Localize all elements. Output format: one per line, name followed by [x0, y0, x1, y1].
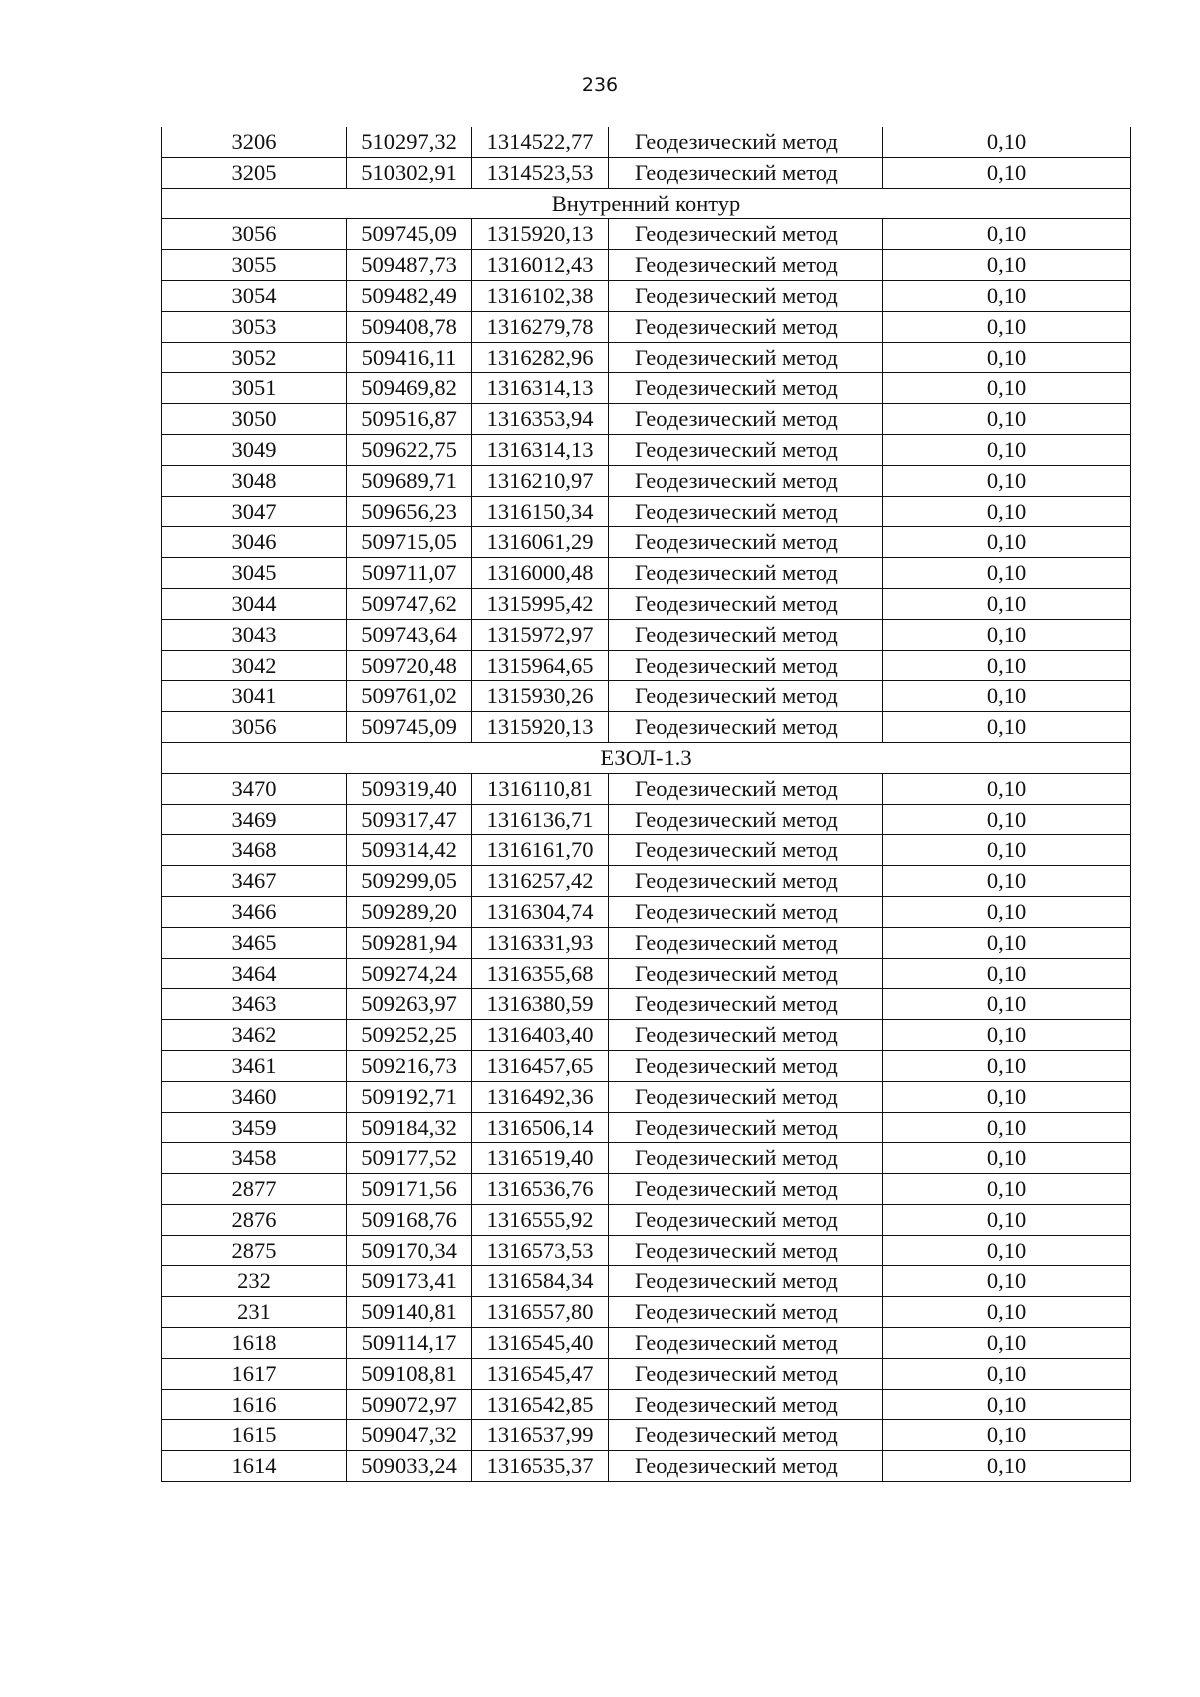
- x-coordinate-cell: 509281,94: [347, 927, 472, 958]
- precision-cell: 0,10: [883, 527, 1131, 558]
- precision-cell: 0,10: [883, 958, 1131, 989]
- method-cell: Геодезический метод: [609, 619, 883, 650]
- table-row: [162, 219, 1131, 250]
- method-cell: Геодезический метод: [609, 1112, 883, 1143]
- method-cell: Геодезический метод: [609, 804, 883, 835]
- point-cell: 3046: [162, 527, 347, 558]
- y-coordinate-cell: 1316403,40: [472, 1020, 609, 1051]
- table-row: [162, 619, 1131, 650]
- x-coordinate-cell: 509171,56: [347, 1174, 472, 1205]
- x-coordinate-cell: 509743,64: [347, 619, 472, 650]
- point-cell: 3045: [162, 558, 347, 589]
- x-coordinate-cell: 509761,02: [347, 681, 472, 712]
- precision-cell: 0,10: [883, 404, 1131, 435]
- table-row: [162, 773, 1131, 804]
- point-cell: 3467: [162, 866, 347, 897]
- x-coordinate-cell: 509711,07: [347, 558, 472, 589]
- precision-cell: 0,10: [883, 866, 1131, 897]
- method-cell: Геодезический метод: [609, 404, 883, 435]
- x-coordinate-cell: 509482,49: [347, 280, 472, 311]
- point-cell: 1616: [162, 1389, 347, 1420]
- table-row: [162, 527, 1131, 558]
- precision-cell: 0,10: [883, 280, 1131, 311]
- y-coordinate-cell: 1316535,37: [472, 1451, 609, 1482]
- table-row: [162, 804, 1131, 835]
- point-cell: 3459: [162, 1112, 347, 1143]
- method-cell: Геодезический метод: [609, 373, 883, 404]
- table-row: [162, 1112, 1131, 1143]
- method-cell: Геодезический метод: [609, 773, 883, 804]
- x-coordinate-cell: 509108,81: [347, 1358, 472, 1389]
- point-cell: 3468: [162, 835, 347, 866]
- precision-cell: 0,10: [883, 342, 1131, 373]
- y-coordinate-cell: 1315972,97: [472, 619, 609, 650]
- x-coordinate-cell: 509033,24: [347, 1451, 472, 1482]
- table-row: [162, 835, 1131, 866]
- precision-cell: 0,10: [883, 434, 1131, 465]
- precision-cell: 0,10: [883, 896, 1131, 927]
- table-row: [162, 1266, 1131, 1297]
- y-coordinate-cell: 1316110,81: [472, 773, 609, 804]
- x-coordinate-cell: 509173,41: [347, 1266, 472, 1297]
- x-coordinate-cell: 509745,09: [347, 712, 472, 743]
- precision-cell: 0,10: [883, 1358, 1131, 1389]
- table-row: [162, 866, 1131, 897]
- point-cell: 3053: [162, 311, 347, 342]
- method-cell: Геодезический метод: [609, 558, 883, 589]
- x-coordinate-cell: 509299,05: [347, 866, 472, 897]
- x-coordinate-cell: 509114,17: [347, 1328, 472, 1359]
- table-row: [162, 127, 1131, 157]
- method-cell: Геодезический метод: [609, 1389, 883, 1420]
- table-row: [162, 1420, 1131, 1451]
- point-cell: 3055: [162, 250, 347, 281]
- precision-cell: 0,10: [883, 1143, 1131, 1174]
- method-cell: Геодезический метод: [609, 989, 883, 1020]
- point-cell: 3464: [162, 958, 347, 989]
- precision-cell: 0,10: [883, 1204, 1131, 1235]
- y-coordinate-cell: 1316537,99: [472, 1420, 609, 1451]
- x-coordinate-cell: 509689,71: [347, 465, 472, 496]
- point-cell: 3049: [162, 434, 347, 465]
- table-row: [162, 311, 1131, 342]
- point-cell: 3205: [162, 157, 347, 188]
- table-row: [162, 1174, 1131, 1205]
- point-cell: 3044: [162, 588, 347, 619]
- x-coordinate-cell: 509216,73: [347, 1050, 472, 1081]
- point-cell: 3461: [162, 1050, 347, 1081]
- x-coordinate-cell: 509622,75: [347, 434, 472, 465]
- method-cell: Геодезический метод: [609, 496, 883, 527]
- precision-cell: 0,10: [883, 1020, 1131, 1051]
- method-cell: Геодезический метод: [609, 927, 883, 958]
- point-cell: 3458: [162, 1143, 347, 1174]
- table-row: [162, 958, 1131, 989]
- method-cell: Геодезический метод: [609, 712, 883, 743]
- point-cell: 1615: [162, 1420, 347, 1451]
- table-row: [162, 1204, 1131, 1235]
- precision-cell: 0,10: [883, 650, 1131, 681]
- x-coordinate-cell: 509184,32: [347, 1112, 472, 1143]
- table-row: [162, 1451, 1131, 1482]
- table-row: [162, 157, 1131, 188]
- y-coordinate-cell: 1316000,48: [472, 558, 609, 589]
- y-coordinate-cell: 1314523,53: [472, 157, 609, 188]
- x-coordinate-cell: 509408,78: [347, 311, 472, 342]
- point-cell: 1618: [162, 1328, 347, 1359]
- method-cell: Геодезический метод: [609, 465, 883, 496]
- precision-cell: 0,10: [883, 1389, 1131, 1420]
- table-row: [162, 650, 1131, 681]
- precision-cell: 0,10: [883, 127, 1131, 157]
- precision-cell: 0,10: [883, 1174, 1131, 1205]
- x-coordinate-cell: 509469,82: [347, 373, 472, 404]
- table-row: [162, 496, 1131, 527]
- table-row: [162, 1081, 1131, 1112]
- table-row: [162, 1235, 1131, 1266]
- y-coordinate-cell: 1316012,43: [472, 250, 609, 281]
- precision-cell: 0,10: [883, 496, 1131, 527]
- precision-cell: 0,10: [883, 804, 1131, 835]
- y-coordinate-cell: 1316210,97: [472, 465, 609, 496]
- method-cell: Геодезический метод: [609, 1081, 883, 1112]
- point-cell: 3041: [162, 681, 347, 712]
- method-cell: Геодезический метод: [609, 1204, 883, 1235]
- method-cell: Геодезический метод: [609, 157, 883, 188]
- table-row: [162, 342, 1131, 373]
- y-coordinate-cell: 1316542,85: [472, 1389, 609, 1420]
- x-coordinate-cell: 509140,81: [347, 1297, 472, 1328]
- method-cell: Геодезический метод: [609, 681, 883, 712]
- x-coordinate-cell: 509252,25: [347, 1020, 472, 1051]
- precision-cell: 0,10: [883, 1112, 1131, 1143]
- table-row: [162, 1050, 1131, 1081]
- x-coordinate-cell: 509745,09: [347, 219, 472, 250]
- point-cell: 3056: [162, 219, 347, 250]
- table-row: [162, 434, 1131, 465]
- y-coordinate-cell: 1315964,65: [472, 650, 609, 681]
- table-row: [162, 404, 1131, 435]
- x-coordinate-cell: 509720,48: [347, 650, 472, 681]
- table-row: [162, 588, 1131, 619]
- point-cell: 3465: [162, 927, 347, 958]
- method-cell: Геодезический метод: [609, 1420, 883, 1451]
- table-row: [162, 1143, 1131, 1174]
- x-coordinate-cell: 509177,52: [347, 1143, 472, 1174]
- point-cell: 3042: [162, 650, 347, 681]
- precision-cell: 0,10: [883, 1451, 1131, 1482]
- y-coordinate-cell: 1316545,40: [472, 1328, 609, 1359]
- y-coordinate-cell: 1316545,47: [472, 1358, 609, 1389]
- method-cell: Геодезический метод: [609, 650, 883, 681]
- point-cell: 3050: [162, 404, 347, 435]
- precision-cell: 0,10: [883, 588, 1131, 619]
- point-cell: 3463: [162, 989, 347, 1020]
- y-coordinate-cell: 1316150,34: [472, 496, 609, 527]
- section-header-row: [162, 742, 1131, 773]
- x-coordinate-cell: 509715,05: [347, 527, 472, 558]
- precision-cell: 0,10: [883, 1420, 1131, 1451]
- point-cell: 3469: [162, 804, 347, 835]
- table-row: [162, 1020, 1131, 1051]
- point-cell: 3056: [162, 712, 347, 743]
- table-row: [162, 465, 1131, 496]
- y-coordinate-cell: 1316161,70: [472, 835, 609, 866]
- precision-cell: 0,10: [883, 250, 1131, 281]
- y-coordinate-cell: 1316136,71: [472, 804, 609, 835]
- method-cell: Геодезический метод: [609, 434, 883, 465]
- precision-cell: 0,10: [883, 1297, 1131, 1328]
- method-cell: Геодезический метод: [609, 1020, 883, 1051]
- point-cell: 3206: [162, 127, 347, 157]
- point-cell: 2876: [162, 1204, 347, 1235]
- precision-cell: 0,10: [883, 558, 1131, 589]
- x-coordinate-cell: 509317,47: [347, 804, 472, 835]
- table-row: [162, 681, 1131, 712]
- y-coordinate-cell: 1316506,14: [472, 1112, 609, 1143]
- table-row: [162, 1389, 1131, 1420]
- point-cell: 3470: [162, 773, 347, 804]
- method-cell: Геодезический метод: [609, 866, 883, 897]
- section-header-row: [162, 188, 1131, 219]
- y-coordinate-cell: 1316314,13: [472, 373, 609, 404]
- precision-cell: 0,10: [883, 835, 1131, 866]
- point-cell: 3043: [162, 619, 347, 650]
- precision-cell: 0,10: [883, 1235, 1131, 1266]
- point-cell: 1617: [162, 1358, 347, 1389]
- y-coordinate-cell: 1315995,42: [472, 588, 609, 619]
- precision-cell: 0,10: [883, 373, 1131, 404]
- y-coordinate-cell: 1316536,76: [472, 1174, 609, 1205]
- table-row: [162, 558, 1131, 589]
- method-cell: Геодезический метод: [609, 896, 883, 927]
- precision-cell: 0,10: [883, 1081, 1131, 1112]
- point-cell: 2877: [162, 1174, 347, 1205]
- x-coordinate-cell: 509319,40: [347, 773, 472, 804]
- method-cell: Геодезический метод: [609, 1143, 883, 1174]
- precision-cell: 0,10: [883, 712, 1131, 743]
- precision-cell: 0,10: [883, 927, 1131, 958]
- y-coordinate-cell: 1316555,92: [472, 1204, 609, 1235]
- precision-cell: 0,10: [883, 465, 1131, 496]
- y-coordinate-cell: 1316304,74: [472, 896, 609, 927]
- y-coordinate-cell: 1316314,13: [472, 434, 609, 465]
- y-coordinate-cell: 1316061,29: [472, 527, 609, 558]
- precision-cell: 0,10: [883, 1050, 1131, 1081]
- point-cell: 3466: [162, 896, 347, 927]
- table-row: [162, 896, 1131, 927]
- precision-cell: 0,10: [883, 773, 1131, 804]
- table-row: [162, 1358, 1131, 1389]
- x-coordinate-cell: 509656,23: [347, 496, 472, 527]
- section-title: ЕЗОЛ-1.3: [162, 742, 1131, 773]
- coordinates-table: [161, 127, 1131, 1482]
- y-coordinate-cell: 1316331,93: [472, 927, 609, 958]
- y-coordinate-cell: 1316584,34: [472, 1266, 609, 1297]
- x-coordinate-cell: 509289,20: [347, 896, 472, 927]
- x-coordinate-cell: 510297,32: [347, 127, 472, 157]
- table-row: [162, 250, 1131, 281]
- method-cell: Геодезический метод: [609, 1358, 883, 1389]
- x-coordinate-cell: 509747,62: [347, 588, 472, 619]
- method-cell: Геодезический метод: [609, 1297, 883, 1328]
- precision-cell: 0,10: [883, 1266, 1131, 1297]
- point-cell: 3054: [162, 280, 347, 311]
- y-coordinate-cell: 1316279,78: [472, 311, 609, 342]
- x-coordinate-cell: 509487,73: [347, 250, 472, 281]
- point-cell: 3051: [162, 373, 347, 404]
- table-row: [162, 1297, 1131, 1328]
- method-cell: Геодезический метод: [609, 342, 883, 373]
- point-cell: 2875: [162, 1235, 347, 1266]
- method-cell: Геодезический метод: [609, 1050, 883, 1081]
- y-coordinate-cell: 1316102,38: [472, 280, 609, 311]
- y-coordinate-cell: 1315920,13: [472, 219, 609, 250]
- precision-cell: 0,10: [883, 681, 1131, 712]
- y-coordinate-cell: 1316353,94: [472, 404, 609, 435]
- x-coordinate-cell: 509416,11: [347, 342, 472, 373]
- x-coordinate-cell: 509314,42: [347, 835, 472, 866]
- x-coordinate-cell: 509516,87: [347, 404, 472, 435]
- x-coordinate-cell: 509168,76: [347, 1204, 472, 1235]
- method-cell: Геодезический метод: [609, 958, 883, 989]
- y-coordinate-cell: 1316257,42: [472, 866, 609, 897]
- page-number: 236: [581, 74, 619, 96]
- x-coordinate-cell: 509072,97: [347, 1389, 472, 1420]
- method-cell: Геодезический метод: [609, 311, 883, 342]
- y-coordinate-cell: 1316557,80: [472, 1297, 609, 1328]
- y-coordinate-cell: 1316457,65: [472, 1050, 609, 1081]
- point-cell: 1614: [162, 1451, 347, 1482]
- precision-cell: 0,10: [883, 311, 1131, 342]
- method-cell: Геодезический метод: [609, 527, 883, 558]
- method-cell: Геодезический метод: [609, 127, 883, 157]
- point-cell: 3052: [162, 342, 347, 373]
- method-cell: Геодезический метод: [609, 280, 883, 311]
- table-row: [162, 373, 1131, 404]
- method-cell: Геодезический метод: [609, 1328, 883, 1359]
- precision-cell: 0,10: [883, 989, 1131, 1020]
- method-cell: Геодезический метод: [609, 1451, 883, 1482]
- section-title: Внутренний контур: [162, 188, 1131, 219]
- precision-cell: 0,10: [883, 619, 1131, 650]
- method-cell: Геодезический метод: [609, 588, 883, 619]
- table-row: [162, 1328, 1131, 1359]
- precision-cell: 0,10: [883, 1328, 1131, 1359]
- method-cell: Геодезический метод: [609, 250, 883, 281]
- y-coordinate-cell: 1315930,26: [472, 681, 609, 712]
- point-cell: 3047: [162, 496, 347, 527]
- method-cell: Геодезический метод: [609, 835, 883, 866]
- point-cell: 232: [162, 1266, 347, 1297]
- x-coordinate-cell: 509263,97: [347, 989, 472, 1020]
- x-coordinate-cell: 509274,24: [347, 958, 472, 989]
- y-coordinate-cell: 1316355,68: [472, 958, 609, 989]
- y-coordinate-cell: 1316519,40: [472, 1143, 609, 1174]
- y-coordinate-cell: 1316380,59: [472, 989, 609, 1020]
- table-row: [162, 280, 1131, 311]
- point-cell: 3048: [162, 465, 347, 496]
- coordinates-table-body: [162, 127, 1131, 1482]
- y-coordinate-cell: 1316492,36: [472, 1081, 609, 1112]
- table-row: [162, 927, 1131, 958]
- x-coordinate-cell: 509047,32: [347, 1420, 472, 1451]
- y-coordinate-cell: 1314522,77: [472, 127, 609, 157]
- table-row: [162, 712, 1131, 743]
- method-cell: Геодезический метод: [609, 1235, 883, 1266]
- method-cell: Геодезический метод: [609, 1174, 883, 1205]
- precision-cell: 0,10: [883, 157, 1131, 188]
- y-coordinate-cell: 1316282,96: [472, 342, 609, 373]
- x-coordinate-cell: 510302,91: [347, 157, 472, 188]
- precision-cell: 0,10: [883, 219, 1131, 250]
- y-coordinate-cell: 1315920,13: [472, 712, 609, 743]
- point-cell: 3462: [162, 1020, 347, 1051]
- method-cell: Геодезический метод: [609, 219, 883, 250]
- y-coordinate-cell: 1316573,53: [472, 1235, 609, 1266]
- point-cell: 231: [162, 1297, 347, 1328]
- point-cell: 3460: [162, 1081, 347, 1112]
- x-coordinate-cell: 509192,71: [347, 1081, 472, 1112]
- table-row: [162, 989, 1131, 1020]
- x-coordinate-cell: 509170,34: [347, 1235, 472, 1266]
- method-cell: Геодезический метод: [609, 1266, 883, 1297]
